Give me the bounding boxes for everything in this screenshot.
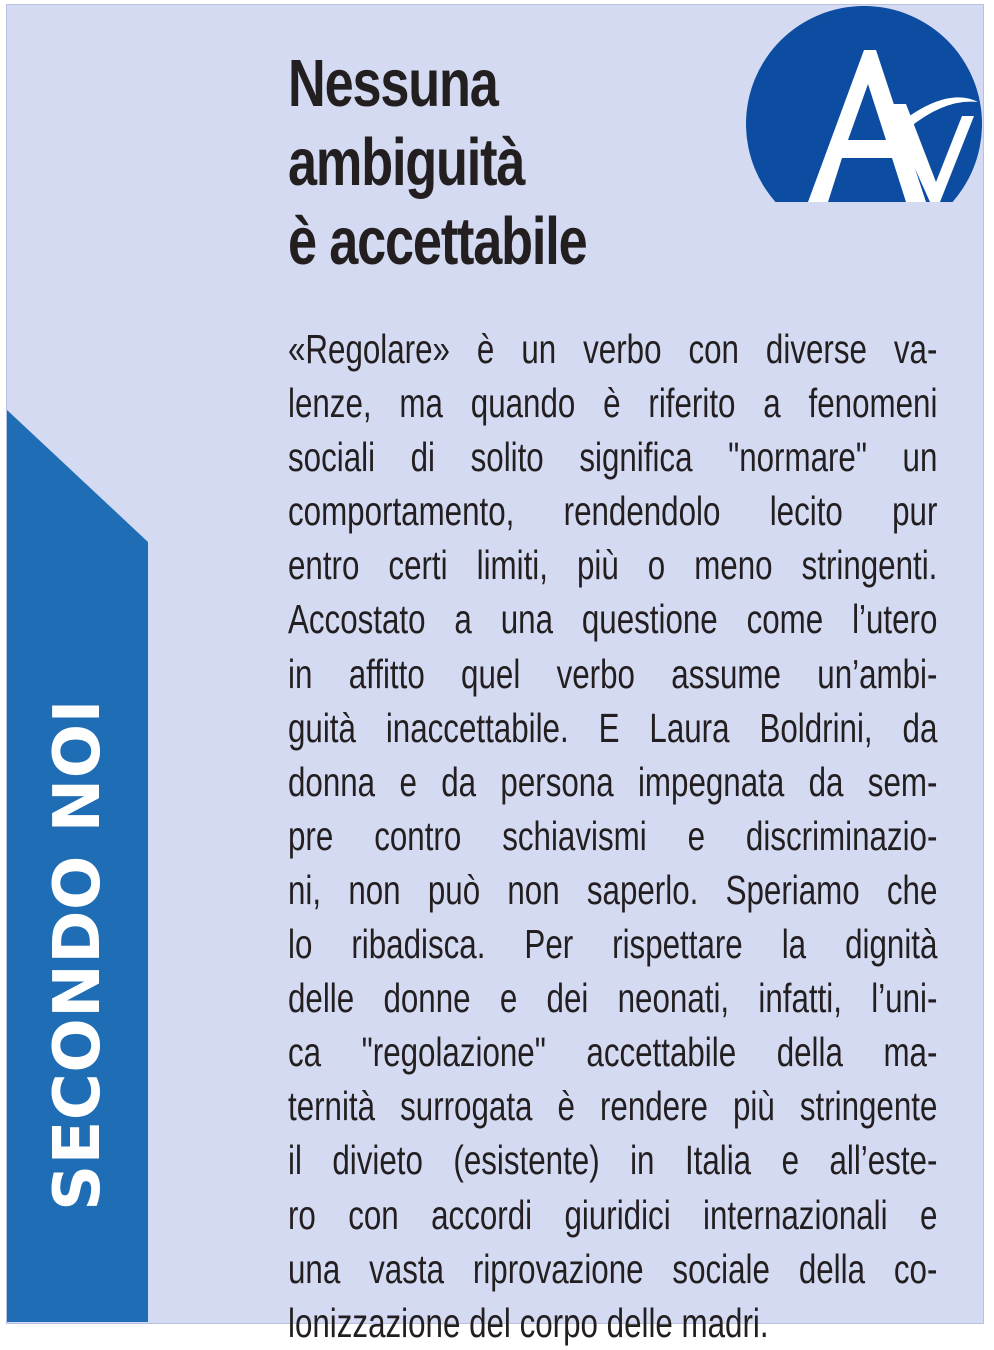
body-line: delle donne e dei neonati, infatti, l’uni- (288, 975, 938, 1022)
article-body (288, 322, 937, 1350)
headline (288, 44, 647, 281)
headline-line: ambiguità (288, 125, 525, 200)
body-line: lonizzazione del corpo delle madri. (288, 1299, 769, 1346)
section-label: SECONDO NOI (41, 699, 115, 1211)
body-line: comportamento, rendendolo lecito pur (288, 488, 938, 535)
body-line: una vasta riprovazione sociale della co- (288, 1245, 938, 1292)
body-line: lenze, ma quando è riferito a fenomeni (288, 380, 938, 427)
headline-line: è accettabile (288, 204, 587, 279)
body-line: ternità surrogata è rendere più stringente (288, 1083, 938, 1130)
body-line: il divieto (esistente) in Italia e all’este- (288, 1137, 938, 1184)
body-line: Accostato a una questione come l’utero (288, 596, 938, 643)
body-line: lo ribadisca. Per rispettare la dignità (288, 921, 938, 968)
body-line: donna e da persona impegnata da sem- (288, 758, 938, 805)
body-line: entro certi limiti, più o meno stringenti. (288, 542, 938, 589)
newspaper-logo (746, 6, 982, 202)
body-line: sociali di solito significa "normare" un (288, 434, 938, 481)
body-line: pre contro schiavismi e discriminazio- (288, 812, 938, 859)
body-line: in affitto quel verbo assume un’ambi- (288, 650, 938, 697)
av-logo-icon (746, 6, 982, 202)
body-line: ca "regolazione" accettabile della ma- (288, 1029, 938, 1076)
body-line: guità inaccettabile. E Laura Boldrini, da (288, 704, 938, 751)
body-line: ro con accordi giuridici internazionali e (288, 1191, 938, 1238)
body-line: ni, non può non saperlo. Speriamo che (288, 866, 938, 913)
headline-line: Nessuna (288, 46, 498, 121)
body-line: «Regolare» è un verbo con diverse va- (288, 326, 938, 372)
